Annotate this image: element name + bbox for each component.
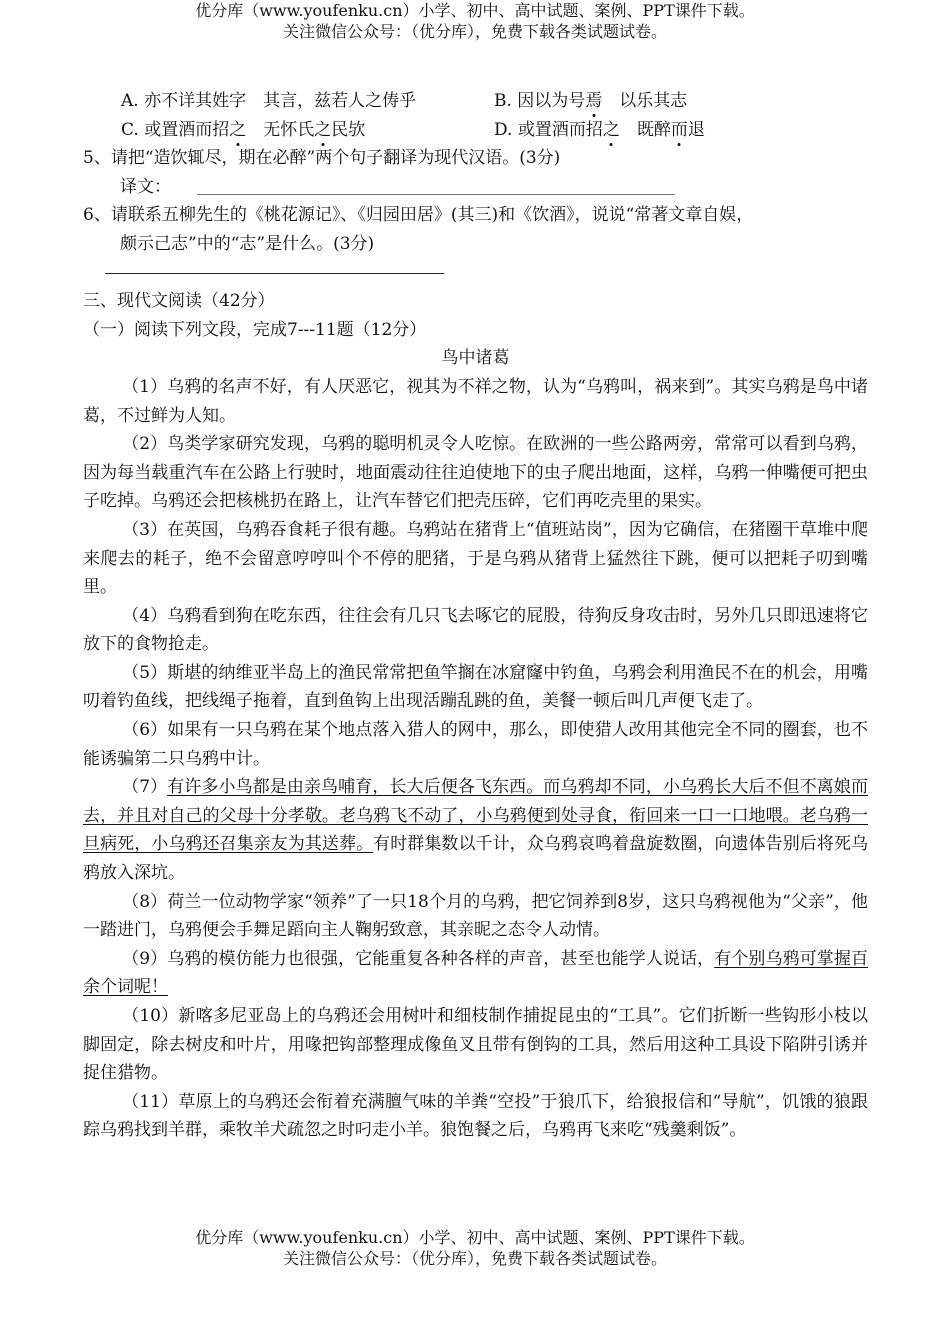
option-c-tail: 民欤 xyxy=(331,119,366,140)
options-row-1 xyxy=(121,87,868,116)
paragraph-2: （2）鸟类学家研究发现，乌鸦的聪明机灵令人吃惊。在欧洲的一些公路两旁，常常可以看到乌鸦，因为每当载重汽车在公路上行驶时，地面震动往往迫使地下的虫子爬出地面，这样，乌鸦一伸嘴便可把虫子吃掉。乌鸦还会把核桃扔在路上，让汽车替它们把壳压碎，它们再吃壳里的果实。 xyxy=(83,434,868,512)
question-6-line-1: 6、请联系五柳先生的《桃花源记》、《归园田居》(其三)和《饮酒》，说说“常著文章自娱， xyxy=(83,205,754,226)
question-6-line-2: 颇示己志”中的“志”是什么。(3分) xyxy=(120,233,375,254)
paragraph-5: （5）斯堪的纳维亚半岛上的渔民常常把鱼竿搁在冰窟窿中钓鱼，乌鸦会利用渔民不在的机会，用嘴叨着钓鱼线，把线绳子拖着，直到鱼钩上出现活蹦乱跳的鱼，美餐一顿后叫几声便飞走了。 xyxy=(83,662,868,712)
question-5: 5、请把“造饮辄尽，期在必醉”两个句子翻译为现代汉语。(3分) xyxy=(83,148,561,169)
page-footer xyxy=(0,1227,950,1269)
article-title: 鸟中诸葛 xyxy=(441,348,510,369)
option-c-dotted-2: 之 xyxy=(314,119,332,140)
document-body xyxy=(83,87,868,1145)
option-b-text: B. 因以为号 xyxy=(494,91,586,111)
option-c xyxy=(121,116,494,145)
footer-line-2: 关注微信公众号：（优分库），免费下载各类试题试卷。 xyxy=(282,1249,667,1268)
option-d xyxy=(494,116,705,145)
paragraph-9 xyxy=(83,945,868,1002)
paragraph-9-text: （9）乌鸦的模仿能力也很强，它能重复各种各样的声音，甚至也能学人说话， xyxy=(122,948,715,969)
answer-line[interactable] xyxy=(109,273,444,274)
section-3-subheading: （一）阅读下列文段，完成7---11题（12分） xyxy=(83,319,427,340)
options-row-2 xyxy=(121,116,868,145)
section-3-heading: 三、现代文阅读（42分） xyxy=(83,291,275,312)
paragraph-9-underlined: 有个别乌鸦可掌握百余个词呢！ xyxy=(83,948,868,998)
option-d-dotted-1: 之 xyxy=(602,119,620,140)
paragraph-1: （1）乌鸦的名声不好，有人厌恶它，视其为不祥之物，认为“乌鸦叫，祸来到”。其实乌鸦是鸟中诸葛，不过鲜为人知。 xyxy=(83,376,868,426)
paragraph-10: （10）新喀多尼亚岛上的乌鸦还会用树叶和细枝制作捕捉昆虫的“工具”。它们折断一些钩形小枝以脚固定，除去树皮和叶片，用喙把钩部整理成像鱼叉且带有倒钩的工具，然后用这种工具设下陷阱引诱并捉住猎物。 xyxy=(83,1006,868,1084)
paragraph-4: （4）乌鸦看到狗在吃东西，往往会有几只飞去啄它的屁股，待狗反身攻击时，另外几只即迅速将它放下的食物抢走。 xyxy=(83,605,868,655)
translation-row xyxy=(83,173,868,202)
option-b xyxy=(494,87,687,116)
option-c-dotted-1: 之 xyxy=(229,119,247,140)
choice-options xyxy=(121,87,868,144)
answer-row xyxy=(83,259,868,288)
paragraph-7-rest: 有时群集数以千计，众乌鸦哀鸣着盘旋数圈，向遗体告别后将死乌鸦放入深坑。 xyxy=(83,834,869,884)
header-line-1: 优分库（www.youfenku.cn）小学、初中、高中试题、案例、PPT课件下载。 xyxy=(195,1,755,20)
paragraph-6: （6）如果有一只乌鸦在某个地点落入猎人的网中，那么，即使猎人改用其他完全不同的圈套，也不能诱骗第二只乌鸦中计。 xyxy=(83,720,868,769)
option-d-text: D. 或置酒而招 xyxy=(494,119,603,140)
translation-answer-line[interactable] xyxy=(197,176,675,195)
option-b-tail: 以乐其志 xyxy=(602,91,688,111)
option-c-mid: 无怀氏 xyxy=(246,119,315,140)
paragraph-7 xyxy=(83,773,868,887)
option-b-dotted: 焉 xyxy=(585,91,603,111)
option-c-text: C. 或置酒而招 xyxy=(121,119,230,140)
page-header xyxy=(0,0,950,42)
paragraph-7-underlined: 有许多小鸟都是由亲鸟哺育，长大后便各飞东西。而乌鸦却不同，小乌鸦长大后不但不离娘而去，并且对自己的父母十分孝敬。老乌鸦飞不动了，小乌鸦便到处寻食，衔回来一口一口地喂。老乌鸦一旦病死，小乌鸦还召集亲友为其送葬。 xyxy=(83,777,868,855)
option-d-mid: 既醉 xyxy=(619,119,671,140)
paragraph-7-number: （7） xyxy=(122,777,168,798)
option-a: A. 亦不详其姓字 其言，兹若人之俦乎 xyxy=(121,91,417,111)
paragraph-3: （3）在英国，乌鸦吞食耗子很有趣。乌鸦站在猪背上“值班站岗”，因为它确信，在猪圈干草堆中爬来爬去的耗子，绝不会留意哼哼叫个不停的肥猪，于是乌鸦从猪背上猛然往下跳，便可以把耗子叨到嘴里。 xyxy=(83,519,868,598)
paragraph-8: （8）荷兰一位动物学家“领养”了一只18个月的乌鸦，把它饲养到8岁，这只乌鸦视他为“父亲”，他一踏进门，乌鸦便会手舞足蹈向主人鞠躬致意，其亲昵之态令人动情。 xyxy=(83,891,868,941)
option-d-tail: 退 xyxy=(687,119,705,140)
translation-label: 译文： xyxy=(120,176,171,197)
option-d-dotted-2: 而 xyxy=(670,119,688,140)
paragraph-11: （11）草原上的乌鸦还会衔着充满膻气味的羊粪“空投”于狼爪下，给狼报信和“导航”，饥饿的狼跟踪乌鸦找到羊群，乘牧羊犬疏忽之时叼走小羊。狼饱餐之后，乌鸦再飞来吃“残羹剩饭”。 xyxy=(83,1091,868,1141)
footer-line-1: 优分库（www.youfenku.cn）小学、初中、高中试题、案例、PPT课件下载。 xyxy=(195,1228,755,1247)
header-line-2: 关注微信公众号：（优分库），免费下载各类试题试卷。 xyxy=(282,22,667,41)
